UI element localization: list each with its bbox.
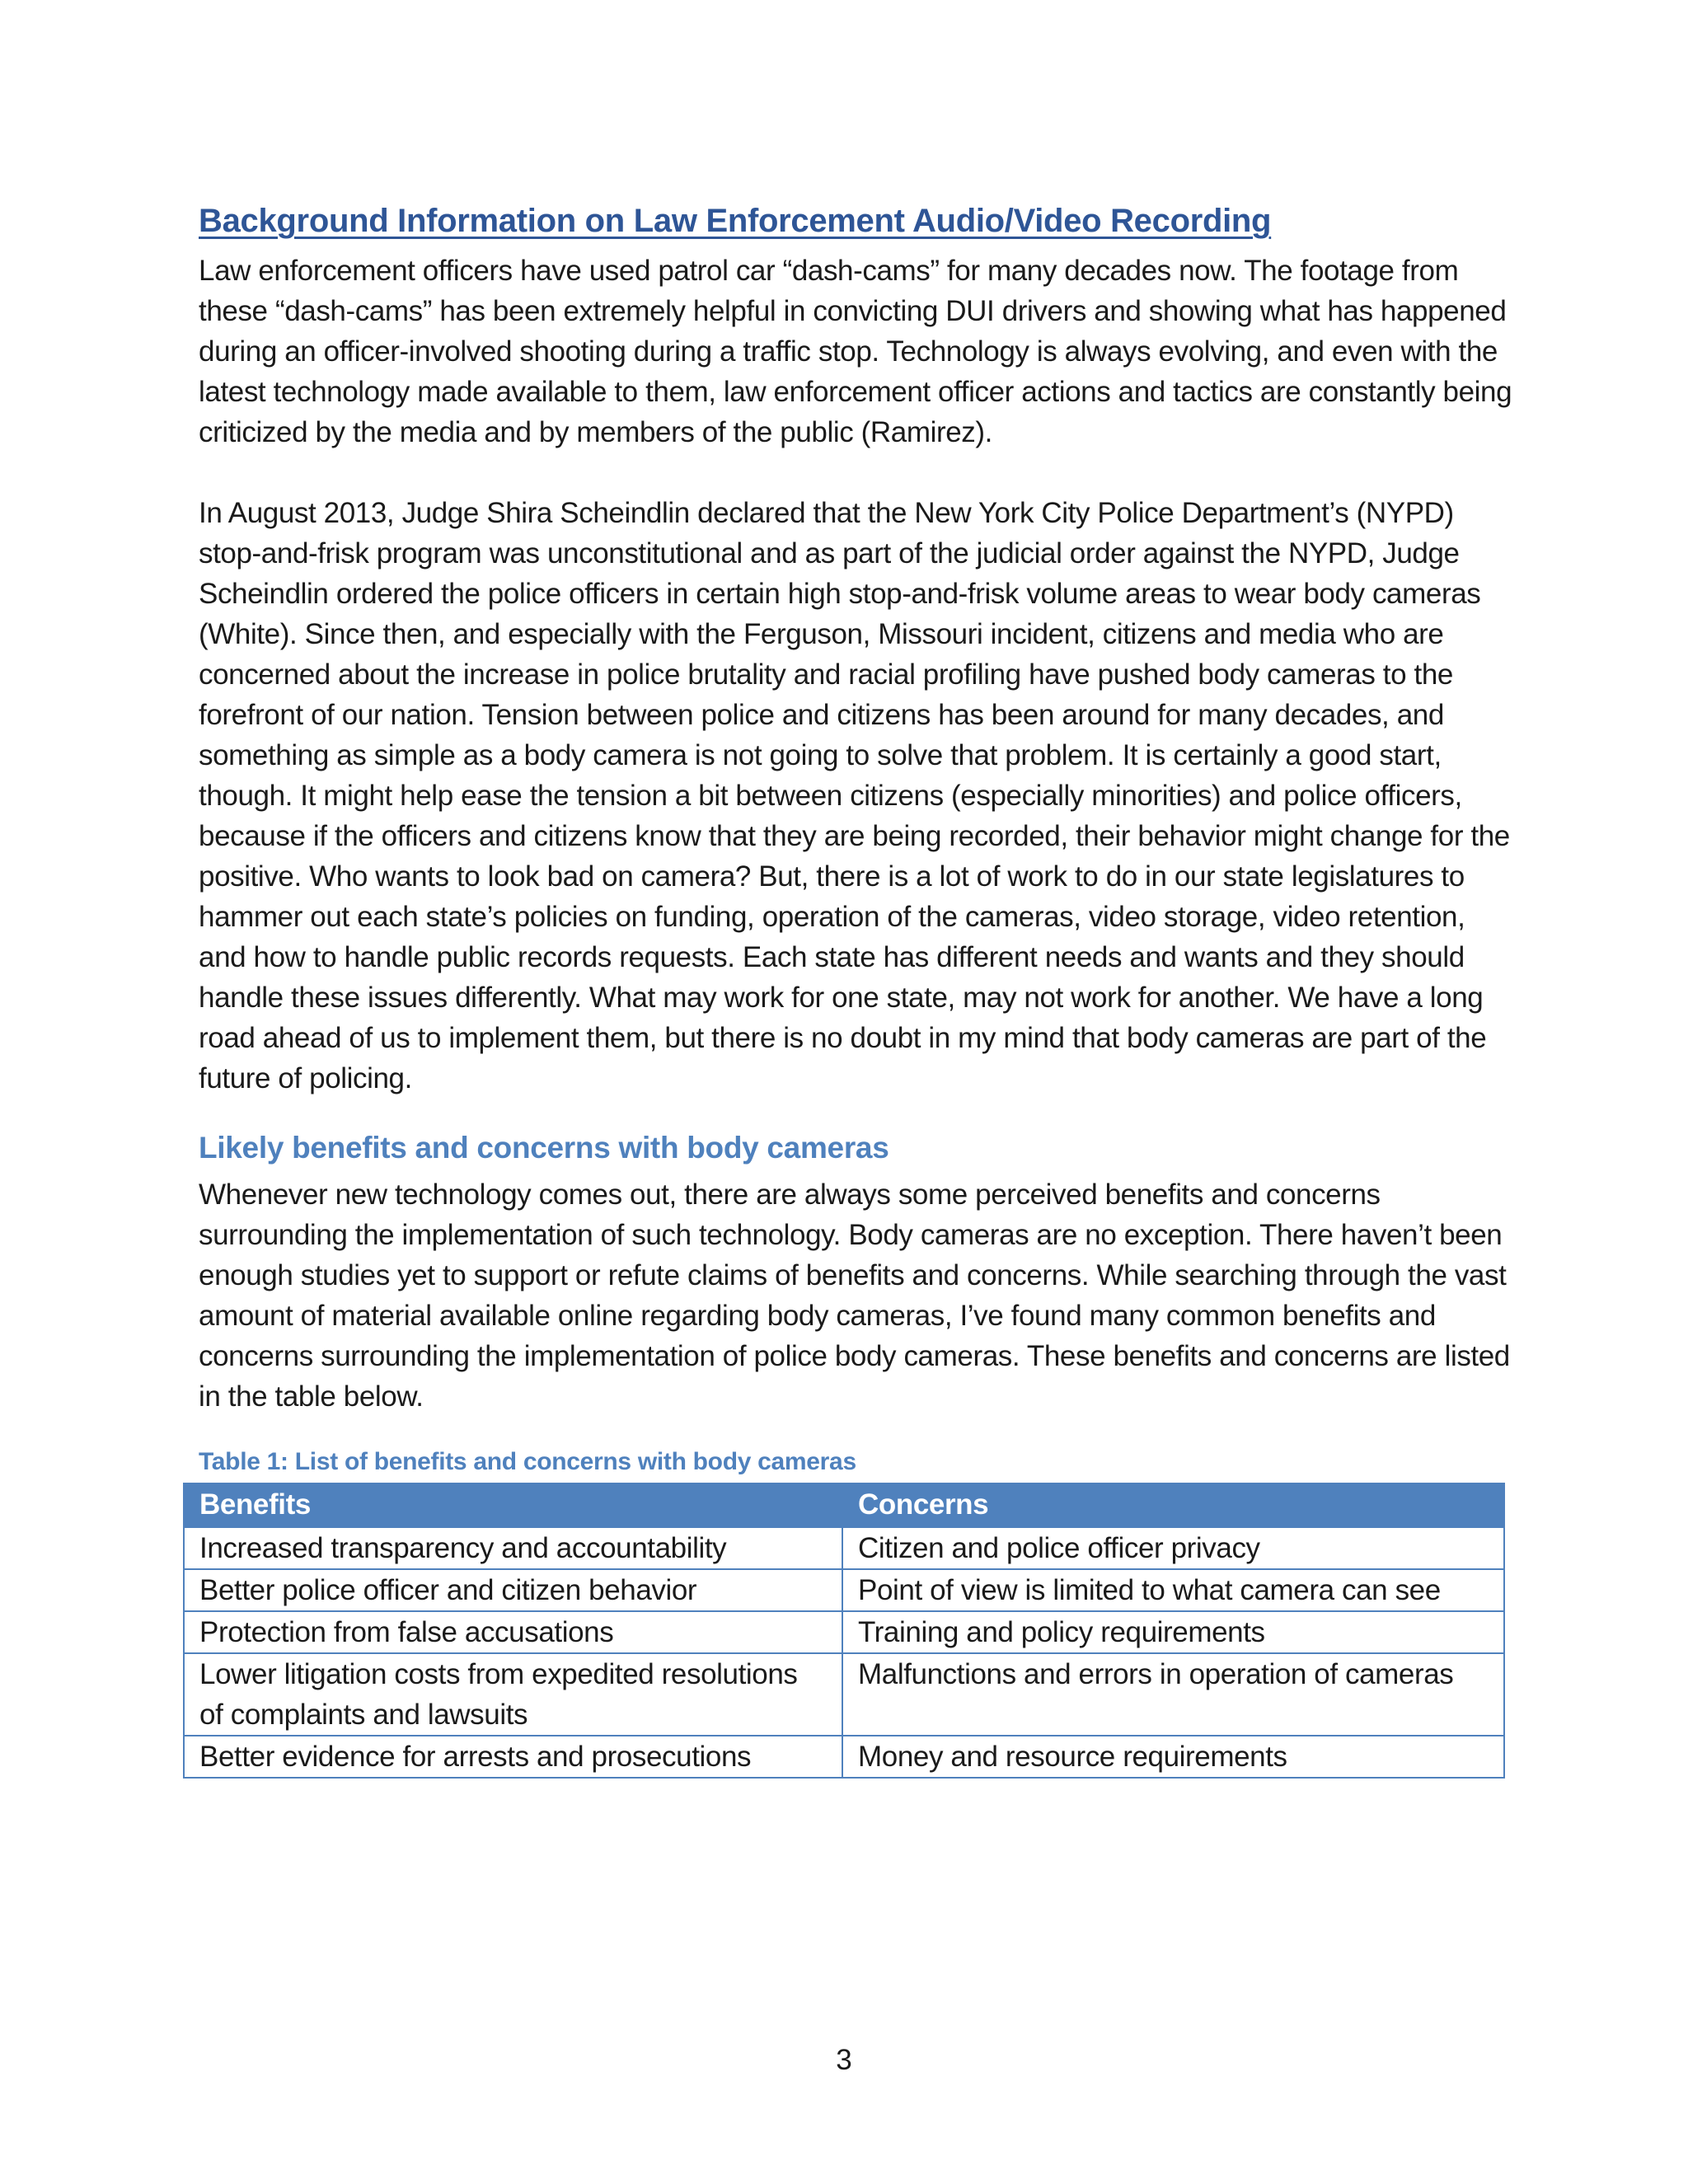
- document-page: [199, 198, 1517, 1779]
- table-cell: Lower litigation costs from expedited resolutions of complaints and lawsuits: [184, 1653, 842, 1736]
- paragraph-benefits-concerns: Whenever new technology comes out, there are always some perceived benefits and concerns surrounding the implementation of such technology. Body cameras are no exception. There haven’t been enough studies yet to support or refute claims of benefits and concerns. While searching through the vast amount of material available online regarding body cameras, I’ve found many common benefits and concerns surrounding the implementation of police body cameras. These benefits and concerns are listed in the table below.: [199, 1179, 1510, 1413]
- table-cell: Increased transparency and accountability: [184, 1527, 842, 1569]
- table-row: [184, 1736, 1504, 1778]
- table-cell: Citizen and police officer privacy: [842, 1527, 1504, 1569]
- section-heading: Background Information on Law Enforcement Audio/Video Recording: [199, 203, 1272, 239]
- page-number: 3: [836, 2044, 852, 2076]
- table-row: [184, 1569, 1504, 1611]
- table-cell: Better evidence for arrests and prosecutions: [184, 1736, 842, 1778]
- table-cell: Protection from false accusations: [184, 1611, 842, 1653]
- column-header-benefits: Benefits: [184, 1483, 842, 1527]
- table-row: [184, 1653, 1504, 1736]
- column-header-concerns: Concerns: [842, 1483, 1504, 1527]
- table-row: [184, 1611, 1504, 1653]
- table-cell: Malfunctions and errors in operation of cameras: [842, 1653, 1504, 1736]
- subsection-heading: Likely benefits and concerns with body cameras: [199, 1131, 889, 1165]
- paragraph-dash-cams: Law enforcement officers have used patrol car “dash-cams” for many decades now. The footage from these “dash-cams” has been extremely helpful in convicting DUI drivers and showing what has happened during an officer-involved shooting during a traffic stop. Technology is always evolving, and even with the latest technology made available to them, law enforcement officer actions and tactics are constantly being criticized by the media and by members of the public (Ramirez).: [199, 255, 1512, 448]
- benefits-concerns-table: [183, 1483, 1505, 1779]
- table-cell: Money and resource requirements: [842, 1736, 1504, 1778]
- table-header-row: [184, 1483, 1504, 1527]
- table-caption: Table 1: List of benefits and concerns with body cameras: [199, 1448, 856, 1475]
- paragraph-body-cameras: In August 2013, Judge Shira Scheindlin declared that the New York City Police Department’s (NYPD) stop-and-frisk program was unconstitutional and as part of the judicial order against the NYPD, Judge Scheindlin ordered the police officers in certain high stop-and-frisk volume areas to wear body cameras (White). Since then, and especially with the Ferguson, Missouri incident, citizens and media who are concerned about the increase in police brutality and racial profiling have pushed body cameras to the forefront of our nation. Tension between police and citizens has been around for many decades, and something as simple as a body camera is not going to solve that problem. It is certainly a good start, though. It might help ease the tension a bit between citizens (especially minorities) and police officers, because if the officers and citizens know that they are being recorded, their behavior might change for the positive. Who wants to look bad on camera? But, there is a lot of work to do in our state legislatures to hammer out each state’s policies on funding, operation of the cameras, video storage, video retention, and how to handle public records requests. Each state has different needs and wants and they should handle these issues differently. What may work for one state, may not work for another. We have a long road ahead of us to implement them, but there is no doubt in my mind that body cameras are part of the future of policing.: [199, 497, 1510, 1094]
- table-cell: Training and policy requirements: [842, 1611, 1504, 1653]
- table-cell: Point of view is limited to what camera can see: [842, 1569, 1504, 1611]
- table-cell: Better police officer and citizen behavior: [184, 1569, 842, 1611]
- table-row: [184, 1527, 1504, 1569]
